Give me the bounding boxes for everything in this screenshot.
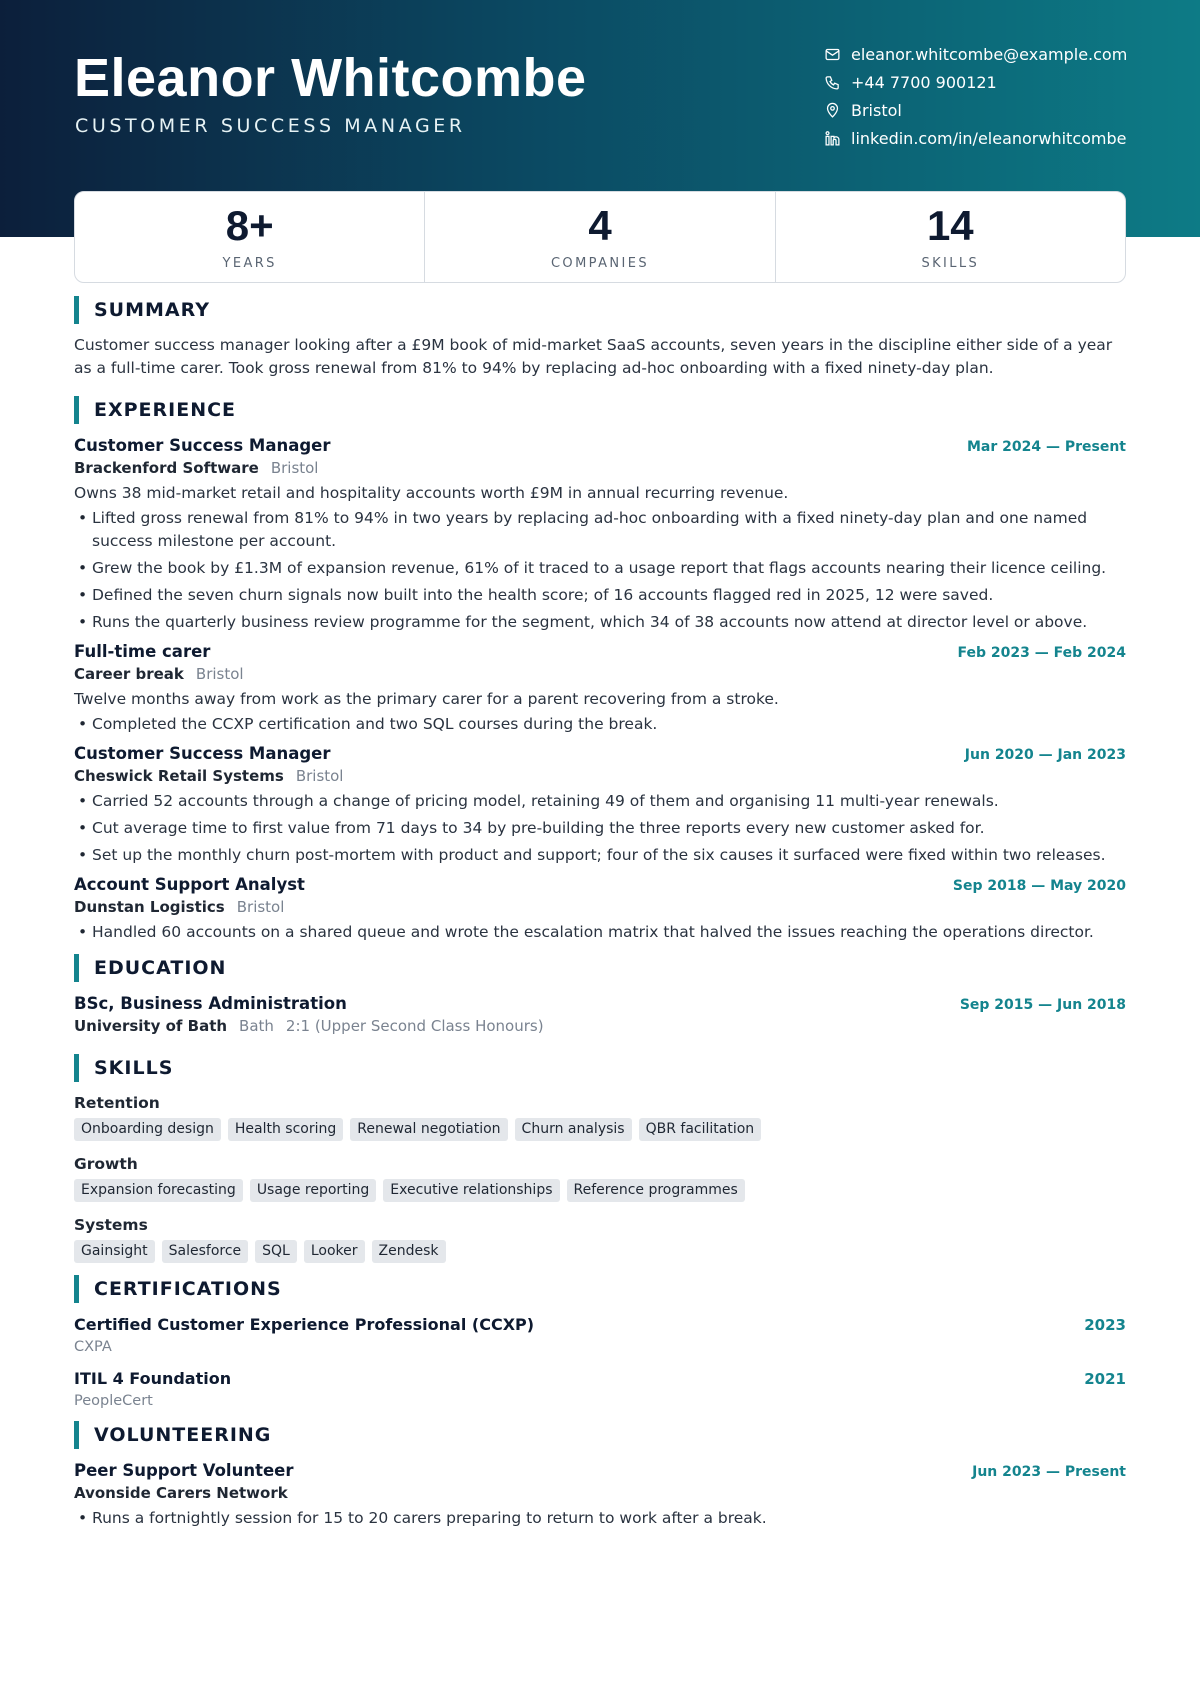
- bullet-item: • Carried 52 accounts through a change of pricing model, retaining 49 of them and organising 11 multi-year renewals.: [74, 790, 1126, 813]
- stat-value: 4: [588, 202, 612, 249]
- school-location: Bath: [239, 1017, 274, 1035]
- skill-tag: Looker: [304, 1240, 365, 1263]
- cert-issuer: CXPA: [74, 1339, 112, 1355]
- cert-name: Certified Customer Experience Professional (CCXP): [74, 1315, 535, 1334]
- skill-tag: Onboarding design: [74, 1118, 221, 1141]
- cert-item: [74, 1367, 1126, 1411]
- stat-value: 8+: [225, 202, 274, 249]
- volunteer-bullets: [74, 1507, 1126, 1530]
- contact-email-text: eleanor.whitcombe@example.com: [851, 44, 1128, 64]
- job-dates: Sep 2018 — May 2020: [952, 878, 1126, 894]
- job-location: Bristol: [295, 767, 344, 785]
- job-title: Account Support Analyst: [74, 875, 305, 894]
- skill-group: [74, 1092, 1126, 1141]
- job-summary: Owns 38 mid-market retail and hospitality accounts worth £9M in annual recurring revenue.: [74, 484, 789, 502]
- mail-icon: [823, 45, 841, 63]
- experience-entry: [74, 434, 1126, 634]
- section-title-summary: SUMMARY: [74, 296, 1126, 324]
- summary-text: Customer success manager looking after a £9M book of mid-market SaaS accounts, seven years in the discipline either side of a year as a full-time carer. Took gross renewal from 81% to 94% by replacing ad-hoc onboarding with a fixed ninety-day plan.: [74, 336, 1113, 377]
- volunteer-dates: Jun 2023 — Present: [972, 1464, 1126, 1480]
- job-location: Bristol: [270, 459, 319, 477]
- bullet-item: • Defined the seven churn signals now built into the health score; of 16 accounts flagged red in 2025, 12 were saved.: [74, 584, 1126, 607]
- skill-tag: Churn analysis: [515, 1118, 632, 1141]
- job-company: Brackenford Software: [74, 459, 259, 477]
- cert-name: ITIL 4 Foundation: [74, 1369, 232, 1388]
- degree-grade: 2:1 (Upper Second Class Honours): [285, 1017, 544, 1035]
- skill-category: Systems: [74, 1216, 148, 1234]
- stats-card: [74, 191, 1126, 283]
- job-company: Career break: [74, 665, 184, 683]
- skill-tag: Salesforce: [162, 1240, 249, 1263]
- contact-location-text: Bristol: [851, 100, 902, 120]
- section-title-certifications: CERTIFICATIONS: [74, 1275, 1126, 1303]
- cert-item: [74, 1313, 1126, 1357]
- bullet-item: • Handled 60 accounts on a shared queue and wrote the escalation matrix that halved the issues reaching the operations director.: [74, 921, 1126, 944]
- skill-group: [74, 1214, 1126, 1263]
- candidate-name: Eleanor Whitcombe: [74, 48, 587, 108]
- linkedin-icon: [823, 129, 841, 147]
- certifications-section: [74, 1275, 1126, 1411]
- bullet-item: • Cut average time to first value from 71 days to 34 by pre-building the three reports every new customer asked for.: [74, 817, 1126, 840]
- skill-tag: Usage reporting: [250, 1179, 376, 1202]
- section-title-volunteering: VOLUNTEERING: [74, 1421, 1126, 1449]
- summary-section: [74, 296, 1126, 380]
- job-dates: Feb 2023 — Feb 2024: [957, 645, 1126, 661]
- stat-years: [75, 192, 425, 282]
- skill-category: Growth: [74, 1155, 138, 1173]
- degree: BSc, Business Administration: [74, 994, 347, 1013]
- location-icon: [823, 101, 841, 119]
- contact-location: [823, 96, 1193, 124]
- bullet-item: • Runs a fortnightly session for 15 to 20 carers preparing to return to work after a break.: [74, 1507, 1126, 1530]
- job-location: Bristol: [236, 898, 285, 916]
- skills-section: [74, 1054, 1126, 1263]
- phone-icon: [823, 73, 841, 91]
- job-bullets: [74, 921, 1126, 944]
- cert-year: 2023: [1084, 1316, 1126, 1334]
- contact-linkedin[interactable]: [823, 124, 1193, 152]
- skill-tag: Health scoring: [228, 1118, 343, 1141]
- job-title: Customer Success Manager: [74, 744, 331, 763]
- experience-entry: [74, 873, 1126, 944]
- contact-email[interactable]: [823, 40, 1193, 68]
- volunteer-role: Peer Support Volunteer: [74, 1461, 294, 1480]
- contact-list: [823, 40, 1193, 152]
- skill-category: Retention: [74, 1094, 160, 1112]
- stat-skills: [776, 192, 1125, 282]
- volunteering-section: [74, 1421, 1126, 1530]
- job-company: Dunstan Logistics: [74, 898, 225, 916]
- cert-issuer: PeopleCert: [74, 1393, 153, 1409]
- job-title: Customer Success Manager: [74, 436, 331, 455]
- bullet-item: • Set up the monthly churn post-mortem with product and support; four of the six causes it surfaced were fixed within two releases.: [74, 844, 1126, 867]
- job-title: Full-time carer: [74, 642, 211, 661]
- job-company: Cheswick Retail Systems: [74, 767, 284, 785]
- contact-linkedin-text: linkedin.com/in/eleanorwhitcombe: [851, 128, 1127, 148]
- resume-body: [74, 296, 1126, 1534]
- education-dates: Sep 2015 — Jun 2018: [959, 997, 1126, 1013]
- job-dates: Mar 2024 — Present: [966, 439, 1126, 455]
- job-summary: Twelve months away from work as the primary carer for a parent recovering from a stroke.: [74, 690, 779, 708]
- stat-label: COMPANIES: [550, 256, 650, 271]
- experience-entry: [74, 742, 1126, 867]
- stat-companies: [425, 192, 775, 282]
- job-location: Bristol: [195, 665, 244, 683]
- section-title-education: EDUCATION: [74, 954, 1126, 982]
- bullet-item: • Lifted gross renewal from 81% to 94% in two years by replacing ad-hoc onboarding with a fixed ninety-day plan and one named success milestone per account.: [74, 507, 1126, 553]
- experience-section: [74, 396, 1126, 944]
- experience-entry: [74, 640, 1126, 736]
- education-section: [74, 954, 1126, 1036]
- skill-tag: Renewal negotiation: [350, 1118, 507, 1141]
- skill-group: [74, 1153, 1126, 1202]
- cert-year: 2021: [1084, 1370, 1126, 1388]
- stat-label: YEARS: [222, 256, 277, 271]
- skill-tag: Zendesk: [372, 1240, 446, 1263]
- bullet-item: • Grew the book by £1.3M of expansion revenue, 61% of it traced to a usage report that flags accounts nearing their licence ceiling.: [74, 557, 1126, 580]
- job-bullets: [74, 790, 1126, 867]
- job-bullets: [74, 713, 1126, 736]
- stat-value: 14: [926, 202, 974, 249]
- volunteer-org: Avonside Carers Network: [74, 1484, 288, 1502]
- job-bullets: [74, 507, 1126, 634]
- contact-phone-text: +44 7700 900121: [851, 72, 997, 92]
- school: University of Bath: [74, 1017, 228, 1035]
- skill-tag: SQL: [255, 1240, 297, 1263]
- bullet-item: • Runs the quarterly business review programme for the segment, which 34 of 38 accounts now attend at director level or above.: [74, 611, 1126, 634]
- skill-tag: Executive relationships: [383, 1179, 559, 1202]
- section-title-skills: SKILLS: [74, 1054, 1126, 1082]
- stat-label: SKILLS: [921, 256, 980, 271]
- job-dates: Jun 2020 — Jan 2023: [964, 747, 1126, 763]
- section-title-experience: EXPERIENCE: [74, 396, 1126, 424]
- skill-tag: Expansion forecasting: [74, 1179, 243, 1202]
- contact-phone[interactable]: [823, 68, 1193, 96]
- bullet-item: • Completed the CCXP certification and two SQL courses during the break.: [74, 713, 1126, 736]
- skill-tag: Reference programmes: [567, 1179, 745, 1202]
- skill-tag: QBR facilitation: [639, 1118, 762, 1141]
- candidate-role: CUSTOMER SUCCESS MANAGER: [75, 115, 466, 137]
- skill-tag: Gainsight: [74, 1240, 155, 1263]
